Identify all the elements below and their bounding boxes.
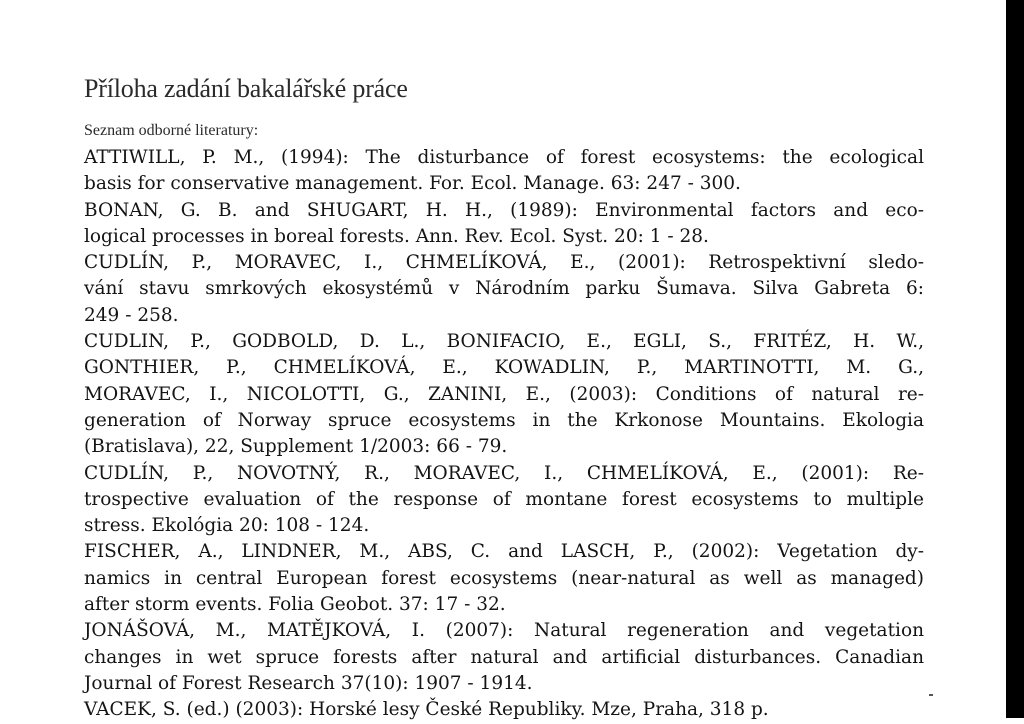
page-subheading: Seznam odborné literatury:	[84, 122, 259, 139]
reference-line: vání stavu smrkových ekosystémů v Národním parku Šumava. Silva Gabreta 6:	[84, 278, 924, 300]
reference-item-cudlin-2001b	[84, 461, 924, 540]
scan-speck	[929, 694, 933, 696]
reference-line: generation of Norway spruce ecosystems in the Krkonose Mountains. Ekologia	[84, 409, 924, 431]
reference-item-cudlin-2001a	[84, 250, 924, 329]
reference-line: VACEK, S. (ed.) (2003): Horské lesy České Republiky. Mze, Praha, 318 p.	[84, 699, 769, 721]
reference-line: CUDLÍN, P., MORAVEC, I., CHMELÍKOVÁ, E., (2001): Retrospektivní sledo-	[84, 252, 924, 274]
reference-item-fischer-2002	[84, 539, 924, 618]
reference-line: CUDLÍN, P., NOVOTNÝ, R., MORAVEC, I., CHMELÍKOVÁ, E., (2001): Re-	[84, 462, 924, 484]
reference-line: trospective evaluation of the response of montane forest ecosystems to multiple	[84, 488, 924, 510]
reference-line: MORAVEC, I., NICOLOTTI, G., ZANINI, E., (2003): Conditions of natural re-	[84, 383, 924, 405]
reference-item-cudlin-2003	[84, 329, 924, 460]
reference-line: GONTHIER, P., CHMELÍKOVÁ, E., KOWADLIN, P., MARTINOTTI, M. G.,	[84, 357, 924, 379]
reference-line: BONAN, G. B. and SHUGART, H. H., (1989): Environmental factors and eco-	[84, 199, 924, 221]
reference-line: JONÁŠOVÁ, M., MATĚJKOVÁ, I. (2007): Natural regeneration and vegetation	[84, 620, 924, 642]
reference-list	[84, 145, 924, 724]
reference-line: after storm events. Folia Geobot. 37: 17 - 32.	[84, 594, 506, 616]
reference-item-vacek-2003	[84, 697, 924, 723]
reference-line: CUDLIN, P., GODBOLD, D. L., BONIFACIO, E., EGLI, S., FRITÉZ, H. W.,	[84, 331, 924, 353]
reference-line: 249 - 258.	[84, 304, 179, 326]
reference-item-attiwill-1994	[84, 145, 924, 198]
page-heading: Příloha zadání bakalářské práce	[84, 74, 408, 103]
reference-item-bonan-1989	[84, 198, 924, 251]
reference-line: stress. Ekológia 20: 108 - 124.	[84, 515, 370, 537]
scan-edge-border	[1006, 0, 1024, 718]
reference-line: changes in wet spruce forests after natural and artificial disturbances. Canadian	[84, 646, 924, 668]
reference-line: logical processes in boreal forests. Ann. Rev. Ecol. Syst. 20: 1 - 28.	[84, 225, 709, 247]
reference-line: namics in central European forest ecosystems (near-natural as well as managed)	[84, 567, 924, 589]
reference-line: Journal of Forest Research 37(10): 1907 - 1914.	[84, 672, 533, 694]
reference-line: basis for conservative management. For. Ecol. Manage. 63: 247 - 300.	[84, 173, 741, 195]
reference-line: FISCHER, A., LINDNER, M., ABS, C. and LASCH, P., (2002): Vegetation dy-	[84, 541, 924, 563]
reference-line: ATTIWILL, P. M., (1994): The disturbance of forest ecosystems: the ecological	[84, 147, 924, 168]
reference-line: (Bratislava), 22, Supplement 1/2003: 66 - 79.	[84, 436, 508, 458]
reference-item-jonasova-2007	[84, 618, 924, 697]
